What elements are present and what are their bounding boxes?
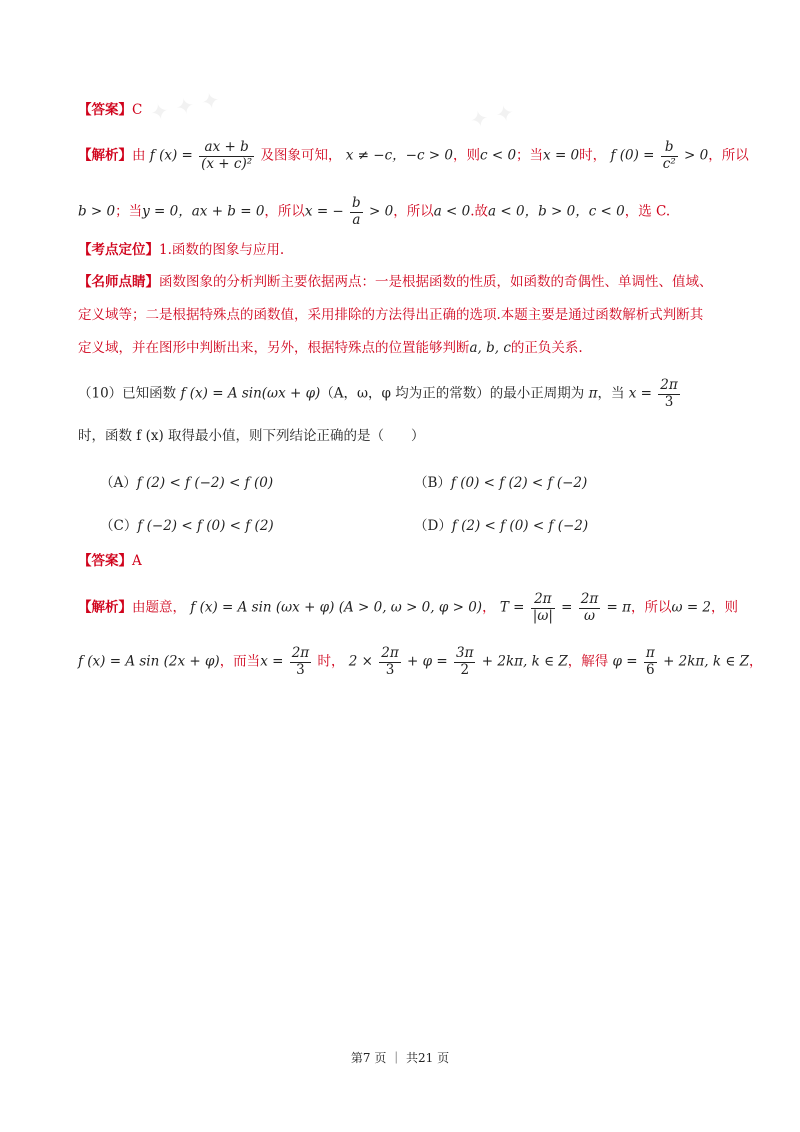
math: c < 0: [480, 147, 517, 164]
math: x =: [628, 385, 652, 402]
math: > 0: [684, 147, 709, 164]
fraction: [531, 592, 555, 624]
q9-mingshi-line3: [78, 342, 583, 356]
kaodian-text: 1.函数的图象与应用.: [159, 242, 285, 258]
text: 时，函数 f (x) 取得最小值，则下列结论正确的是（ ）: [78, 428, 425, 444]
analysis-tag: 【解析】: [78, 599, 132, 616]
numerator: 2π: [660, 377, 678, 393]
math: f (0) =: [610, 147, 655, 164]
q9-mingshi-line1: [78, 276, 713, 290]
math: T =: [499, 599, 525, 616]
text: ，所以: [631, 599, 672, 616]
text: .故: [470, 203, 489, 220]
analysis-tag: 【解析】: [78, 147, 132, 164]
numerator: 2π: [291, 645, 310, 661]
option-b: [414, 471, 587, 491]
mingshi-text: 定义域等；二是根据特殊点的函数值，采用排除的方法得出正确的选项.本题主要是通过函数解析式判断其: [78, 307, 704, 323]
math: > 0: [369, 203, 394, 220]
footer-separator: ｜: [390, 1051, 403, 1065]
text: ，所以: [264, 203, 305, 220]
numerator: b: [664, 139, 674, 155]
text: 由题意，: [132, 599, 186, 616]
mingshi-text: 函数图象的分析判断主要依据两点：一是根据函数的性质，如函数的奇偶性、单调性、值域、: [159, 274, 713, 290]
math: x =: [260, 653, 284, 670]
fraction: [644, 646, 657, 678]
option-label: （B）: [414, 475, 451, 491]
denominator: a: [352, 211, 361, 228]
text: ，当: [597, 385, 625, 402]
denominator: |ω|: [532, 607, 553, 624]
q9-mingshi-line2: [78, 309, 703, 323]
math: f (x) = A sin(ωx + φ): [180, 385, 321, 402]
q9-answer: [78, 104, 142, 118]
watermark: ✦ ✦ ✦: [148, 87, 223, 128]
q9-analysis-line1: [78, 140, 749, 172]
math: 2 ×: [348, 653, 373, 670]
q9-analysis-line2: [78, 196, 670, 228]
fraction: [290, 646, 311, 678]
text: ；当: [115, 203, 143, 220]
text: ，则: [453, 147, 480, 164]
fraction: [454, 646, 475, 678]
question-number: （10）已知函数: [78, 385, 177, 402]
answer-value: C: [132, 102, 143, 118]
answer-tag: 【答案】: [78, 553, 132, 569]
numerator: ax + b: [204, 139, 249, 155]
page-footer: [0, 1049, 800, 1066]
numerator: 2π: [580, 591, 599, 607]
option-text: f (2) < f (−2) < f (0): [136, 475, 274, 491]
text: 由: [132, 147, 146, 164]
math: f (x) =: [149, 147, 193, 164]
denominator: 6: [646, 661, 655, 678]
math: a < 0，b > 0，c < 0: [488, 203, 625, 220]
q9-kaodian: [78, 244, 284, 258]
option-c: [100, 514, 274, 534]
math: a, b, c: [469, 340, 511, 356]
text: ，: [749, 653, 763, 670]
text: ，: [482, 599, 496, 616]
numerator: b: [352, 195, 361, 211]
text: ，所以: [708, 147, 749, 164]
text: ，而当: [219, 653, 261, 670]
q10-analysis-line2: [78, 646, 763, 678]
math: + 2kπ, k ∈ Z: [663, 653, 750, 670]
option-d: [414, 514, 588, 534]
denominator: 3: [296, 661, 305, 678]
q10-stem-line2: [78, 430, 425, 444]
math: x = 0: [543, 147, 580, 164]
text: ；当: [516, 147, 544, 164]
page-total: 共21 页: [406, 1051, 450, 1065]
mingshi-text: 的正负关系.: [510, 340, 583, 356]
option-label: （C）: [100, 518, 138, 534]
q10-analysis-line1: [78, 592, 738, 624]
mingshi-text: 定义域，并在图形中判断出来，另外，根据特殊点的位置能够判断: [78, 340, 470, 356]
option-label: （A）: [100, 475, 137, 491]
denominator: (x + c)²: [201, 155, 253, 172]
math: f (x) = A sin (2x + φ): [78, 653, 220, 670]
text: ，解得: [567, 653, 609, 670]
math: a < 0: [433, 203, 471, 220]
math: y = 0，ax + b = 0: [142, 203, 265, 220]
math: b > 0: [78, 203, 116, 220]
option-text: f (0) < f (2) < f (−2): [450, 475, 588, 491]
numerator: 2π: [381, 645, 399, 661]
answer-value: A: [132, 553, 142, 569]
numerator: 3π: [456, 645, 474, 661]
fraction: [199, 140, 254, 172]
q10-stem-line1: [78, 378, 682, 410]
text: （A，ω，φ 均为正的常数）的最小正周期为: [320, 385, 585, 402]
math: x ≠ −c，−c > 0: [345, 147, 453, 164]
numerator: π: [645, 645, 655, 661]
math: ω = 2: [671, 599, 712, 616]
denominator: ω: [584, 607, 596, 624]
fraction: [661, 140, 678, 172]
fraction: [379, 646, 400, 678]
option-a: [100, 471, 273, 491]
option-label: （D）: [414, 518, 452, 534]
numerator: 2π: [534, 591, 552, 607]
math: =: [561, 599, 573, 616]
text: 时，: [317, 653, 345, 670]
math: + φ =: [407, 653, 448, 670]
math: π: [588, 385, 598, 402]
math: f (x) = A sin (ωx + φ) (A > 0, ω > 0, φ > 0): [190, 599, 483, 616]
watermark: ✦ ✦: [467, 100, 517, 135]
fraction: [658, 378, 679, 410]
text: 及图象可知，: [260, 147, 342, 164]
mingshi-tag: 【名师点睛】: [78, 274, 159, 290]
option-text: f (2) < f (0) < f (−2): [451, 518, 589, 534]
text: ，所以: [393, 203, 434, 220]
answer-tag: 【答案】: [78, 102, 132, 118]
denominator: c²: [662, 155, 676, 172]
denominator: 2: [460, 661, 470, 678]
q10-answer: [78, 555, 142, 569]
fraction: [350, 196, 363, 228]
text: ，选 C.: [624, 203, 671, 220]
option-text: f (−2) < f (0) < f (2): [137, 518, 274, 534]
math: = π: [606, 599, 632, 616]
math: + 2kπ, k ∈ Z: [481, 653, 568, 670]
denominator: 3: [385, 661, 395, 678]
math: x = −: [304, 203, 344, 220]
math: φ =: [612, 653, 638, 670]
page-number: 第7 页: [350, 1051, 387, 1065]
fraction: [579, 592, 600, 624]
denominator: 3: [664, 393, 674, 410]
text: ，则: [711, 599, 739, 616]
text: 时，: [579, 147, 607, 164]
kaodian-tag: 【考点定位】: [78, 242, 159, 258]
